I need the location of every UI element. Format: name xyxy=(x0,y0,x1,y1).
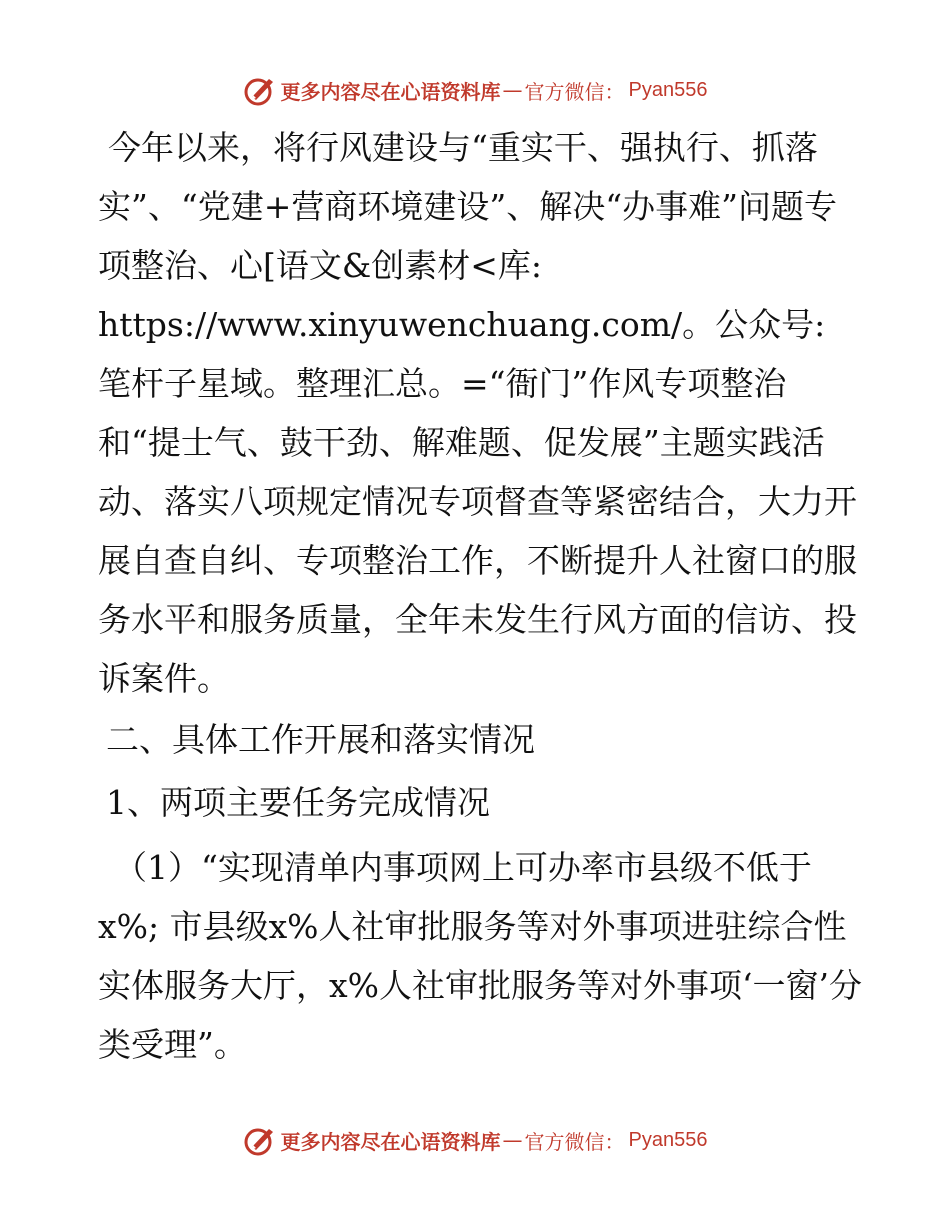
document-body xyxy=(98,118,868,1074)
paragraph-intro: 今年以来，将行风建设与“重实干、强执行、抓落实”、“党建+营商环境建设”、解决“办事难”问题专项整治、心[语文&创素材<库: https://www.xinyuwenchuang.com/。公众号: 笔杆子星域。整理汇总。=“衙门”作风专项整治和“提士气、鼓干劲、解难题、促发展”主题实践活动、落实八项规定情况专项督查等紧密结合，大力开展自查自纠、专项整治工作，不断提升人社窗口的服务水平和服务质量，全年未发生行风方面的信访、投诉案件。 xyxy=(98,128,857,698)
header-brand-text: 更多内容尽在心语资料库 xyxy=(280,79,501,104)
footer-separator: — xyxy=(502,1128,523,1152)
header-separator: — xyxy=(502,78,523,102)
quill-logo-icon xyxy=(243,1123,277,1157)
header-wechat-id: Pyan556 xyxy=(628,78,708,101)
footer-brand-text: 更多内容尽在心语资料库 xyxy=(280,1129,501,1154)
subsection-heading: 1、两项主要任务完成情况 xyxy=(106,783,490,822)
section-heading: 二、具体工作开展和落实情况 xyxy=(106,720,535,759)
footer-banner xyxy=(0,1120,950,1160)
header-wechat-label: 官方微信： xyxy=(524,79,625,104)
paragraph-task-1: （1）“实现清单内事项网上可办率市县级不低于x%; 市县级x%人社审批服务等对外事项进驻综合性实体服务大厅，x%人社审批服务等对外事项‘一窗’分类受理”。 xyxy=(98,848,862,1064)
quill-logo-icon xyxy=(243,73,277,107)
header-banner xyxy=(0,70,950,110)
footer-wechat-id: Pyan556 xyxy=(628,1128,708,1151)
footer-wechat-label: 官方微信： xyxy=(524,1129,625,1154)
